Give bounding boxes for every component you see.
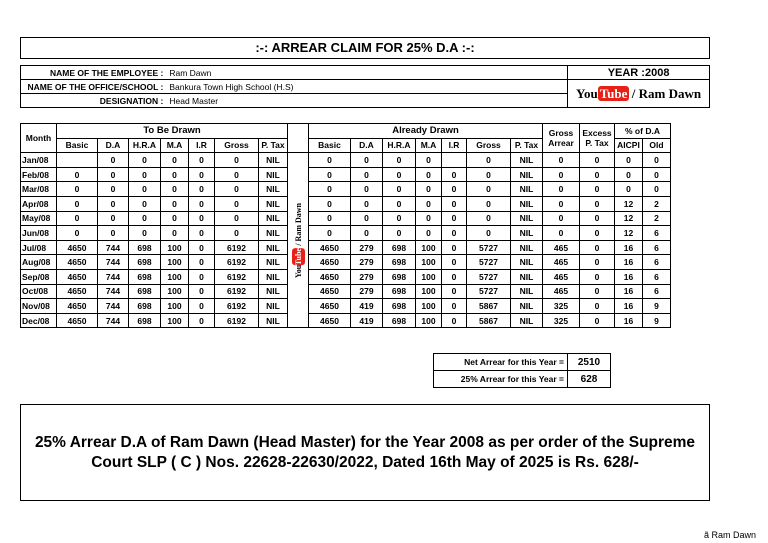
table-cell: 4650 <box>309 313 351 328</box>
table-cell: 4650 <box>309 269 351 284</box>
employee-name-value: Ram Dawn <box>166 66 567 80</box>
table-cell: 0 <box>189 196 215 211</box>
table-cell: 2 <box>643 196 671 211</box>
col-excess-ptax: Excess P. Tax <box>580 124 615 153</box>
table-cell: NIL <box>511 196 543 211</box>
table-cell: 744 <box>98 284 129 299</box>
table-cell: 0 <box>98 153 129 168</box>
year-value: 2008 <box>644 66 670 79</box>
table-cell: NIL <box>511 226 543 241</box>
table-cell: 0 <box>442 284 467 299</box>
table-cell: 100 <box>161 240 189 255</box>
table-cell: NIL <box>511 182 543 197</box>
table-cell: 698 <box>383 255 416 270</box>
table-cell: 0 <box>580 153 615 168</box>
table-cell: NIL <box>259 211 288 226</box>
table-cell: 0 <box>442 299 467 314</box>
table-cell: 0 <box>129 211 161 226</box>
table-cell: 0 <box>129 226 161 241</box>
table-cell: 0 <box>351 211 383 226</box>
month-cell: Apr/08 <box>21 196 57 211</box>
table-cell: NIL <box>511 153 543 168</box>
table-cell: 9 <box>643 313 671 328</box>
table-cell: 4650 <box>57 299 98 314</box>
table-cell: NIL <box>511 269 543 284</box>
table-cell: 0 <box>442 269 467 284</box>
youtube-watermark <box>288 153 309 328</box>
table-cell: 698 <box>129 240 161 255</box>
table-cell <box>57 153 98 168</box>
table-cell: 16 <box>615 240 643 255</box>
table-cell: NIL <box>511 255 543 270</box>
table-cell: 279 <box>351 240 383 255</box>
table-cell: 419 <box>351 299 383 314</box>
table-cell: 0 <box>580 240 615 255</box>
table-cell: 698 <box>129 313 161 328</box>
table-cell: 0 <box>309 153 351 168</box>
table-cell: 0 <box>189 284 215 299</box>
table-cell: 419 <box>351 313 383 328</box>
table-cell: 0 <box>161 196 189 211</box>
table-cell: 279 <box>351 284 383 299</box>
table-cell: 0 <box>189 226 215 241</box>
table-cell: 0 <box>129 167 161 182</box>
table-cell: NIL <box>259 182 288 197</box>
month-cell: Oct/08 <box>21 284 57 299</box>
table-cell: 100 <box>161 299 189 314</box>
table-cell: 465 <box>543 240 580 255</box>
month-cell: Jun/08 <box>21 226 57 241</box>
youtube-logo-icon: Tube <box>599 85 628 101</box>
table-cell: 698 <box>129 269 161 284</box>
brand-name: / Ram Dawn <box>631 85 702 101</box>
table-cell: 4650 <box>309 284 351 299</box>
table-cell: 744 <box>98 299 129 314</box>
table-cell: 0 <box>215 196 259 211</box>
table-cell: 5727 <box>467 269 511 284</box>
table-cell: 0 <box>129 153 161 168</box>
table-cell: 0 <box>57 211 98 226</box>
table-cell: 0 <box>615 182 643 197</box>
table-cell: 0 <box>309 196 351 211</box>
table-cell: 325 <box>543 313 580 328</box>
table-cell: NIL <box>511 284 543 299</box>
table-cell: 0 <box>189 153 215 168</box>
watermark-you: You <box>293 264 303 278</box>
table-cell: 100 <box>416 299 442 314</box>
table-cell: 0 <box>351 153 383 168</box>
table-cell: NIL <box>259 167 288 182</box>
designation-value: Head Master <box>166 94 567 108</box>
col-ad-da: D.A <box>351 138 383 153</box>
table-cell: 4650 <box>57 313 98 328</box>
col-aicpi: AICPI <box>615 138 643 153</box>
table-cell: 4650 <box>57 284 98 299</box>
month-cell: Sep/08 <box>21 269 57 284</box>
table-cell: 6192 <box>215 313 259 328</box>
table-cell: 4650 <box>57 255 98 270</box>
table-cell: 0 <box>615 167 643 182</box>
table-cell: 0 <box>351 196 383 211</box>
table-cell: 4650 <box>57 269 98 284</box>
table-cell: 100 <box>416 284 442 299</box>
youtube-logo-icon: Tube <box>293 247 303 265</box>
year-label: YEAR : <box>607 66 645 79</box>
designation-label: DESIGNATION : <box>21 94 167 108</box>
table-row <box>21 269 671 284</box>
table-cell: 16 <box>615 284 643 299</box>
table-cell: 0 <box>615 153 643 168</box>
table-cell: NIL <box>511 313 543 328</box>
table-cell: 744 <box>98 255 129 270</box>
table-cell: NIL <box>511 211 543 226</box>
table-cell: 0 <box>580 255 615 270</box>
table-cell: 698 <box>129 255 161 270</box>
table-cell: 6192 <box>215 255 259 270</box>
pct-arrear-label: 25% Arrear for this Year = <box>434 371 568 388</box>
table-cell: 5727 <box>467 255 511 270</box>
table-cell: 0 <box>161 226 189 241</box>
month-cell: Jan/08 <box>21 153 57 168</box>
table-cell: 0 <box>467 196 511 211</box>
table-cell: 12 <box>615 226 643 241</box>
table-cell: NIL <box>259 226 288 241</box>
col-tb-gross: Gross <box>215 138 259 153</box>
footer-credit: ã Ram Dawn <box>703 530 756 540</box>
table-cell: 0 <box>416 226 442 241</box>
table-cell: 0 <box>383 211 416 226</box>
brand-logo <box>568 80 710 108</box>
table-row <box>21 255 671 270</box>
table-cell: 9 <box>643 299 671 314</box>
col-ad-ir: I.R <box>442 138 467 153</box>
table-cell: 5867 <box>467 313 511 328</box>
table-cell: 0 <box>580 284 615 299</box>
table-cell: 0 <box>189 211 215 226</box>
table-cell: 5727 <box>467 284 511 299</box>
col-ad-ptax: P. Tax <box>511 138 543 153</box>
table-row <box>21 284 671 299</box>
table-cell: 5867 <box>467 299 511 314</box>
table-cell: 0 <box>98 211 129 226</box>
table-cell: 100 <box>161 313 189 328</box>
table-cell: 6192 <box>215 299 259 314</box>
table-cell: 4650 <box>57 240 98 255</box>
col-tb-ma: M.A <box>161 138 189 153</box>
table-cell: 465 <box>543 284 580 299</box>
table-cell: 0 <box>580 269 615 284</box>
table-cell: 698 <box>383 284 416 299</box>
table-cell: 0 <box>161 211 189 226</box>
table-cell: 0 <box>351 167 383 182</box>
table-cell: 0 <box>416 167 442 182</box>
table-cell: 2 <box>643 211 671 226</box>
table-cell: 0 <box>543 226 580 241</box>
table-cell: 0 <box>215 211 259 226</box>
table-cell: 0 <box>57 167 98 182</box>
table-cell: 0 <box>467 167 511 182</box>
table-cell: 0 <box>189 313 215 328</box>
table-row <box>21 313 671 328</box>
table-cell: 744 <box>98 313 129 328</box>
table-row <box>21 211 671 226</box>
table-cell: 0 <box>580 313 615 328</box>
table-cell: 0 <box>543 182 580 197</box>
employee-info-table <box>20 65 710 108</box>
col-ad-gross: Gross <box>467 138 511 153</box>
table-cell: 5727 <box>467 240 511 255</box>
table-cell: 0 <box>383 153 416 168</box>
table-cell: 0 <box>643 182 671 197</box>
table-cell: 16 <box>615 313 643 328</box>
table-cell: 0 <box>215 153 259 168</box>
table-cell: 6 <box>643 284 671 299</box>
table-cell: 6192 <box>215 284 259 299</box>
table-cell: 0 <box>580 299 615 314</box>
net-arrear-label: Net Arrear for this Year = <box>434 354 568 371</box>
table-cell: 698 <box>383 240 416 255</box>
month-cell: May/08 <box>21 211 57 226</box>
table-cell: 0 <box>383 182 416 197</box>
table-cell: 0 <box>309 226 351 241</box>
table-cell: 0 <box>467 182 511 197</box>
table-cell: 4650 <box>309 299 351 314</box>
table-cell: 12 <box>615 211 643 226</box>
table-cell: 698 <box>383 269 416 284</box>
table-cell: 0 <box>416 153 442 168</box>
table-cell: 0 <box>383 226 416 241</box>
table-cell: 0 <box>580 182 615 197</box>
col-ad-basic: Basic <box>309 138 351 153</box>
col-tb-basic: Basic <box>57 138 98 153</box>
col-ad-hra: H.R.A <box>383 138 416 153</box>
table-cell: NIL <box>259 299 288 314</box>
table-cell <box>442 153 467 168</box>
table-cell: 12 <box>615 196 643 211</box>
table-cell: 0 <box>580 196 615 211</box>
table-cell: NIL <box>259 153 288 168</box>
month-cell: Dec/08 <box>21 313 57 328</box>
table-cell: 0 <box>309 167 351 182</box>
table-cell: 0 <box>543 196 580 211</box>
group-pct-da: % of D.A <box>615 124 671 139</box>
table-cell: 0 <box>57 196 98 211</box>
table-cell: 698 <box>129 284 161 299</box>
col-tb-ir: I.R <box>189 138 215 153</box>
net-arrear-value: 2510 <box>568 354 611 371</box>
table-cell: 0 <box>442 313 467 328</box>
arrear-statement: 25% Arrear D.A of Ram Dawn (Head Master) for the Year 2008 as per order of the Supreme Court SLP ( C ) Nos. 22628-22630/2022, Dated 16th May of 2025 is Rs. 628/- <box>20 404 710 501</box>
table-cell: 0 <box>309 211 351 226</box>
table-cell: NIL <box>259 196 288 211</box>
year-cell <box>568 66 710 80</box>
table-cell: 0 <box>543 153 580 168</box>
table-cell: 0 <box>543 167 580 182</box>
table-cell: 4650 <box>309 240 351 255</box>
table-cell: 0 <box>129 182 161 197</box>
table-cell: NIL <box>259 313 288 328</box>
table-cell: 0 <box>98 167 129 182</box>
table-cell: NIL <box>511 299 543 314</box>
table-cell: 16 <box>615 269 643 284</box>
table-cell: 744 <box>98 269 129 284</box>
table-cell: 0 <box>442 226 467 241</box>
table-cell: 16 <box>615 255 643 270</box>
table-cell: 0 <box>580 226 615 241</box>
table-cell: 0 <box>98 182 129 197</box>
table-row <box>21 299 671 314</box>
table-cell: 0 <box>189 299 215 314</box>
table-cell: 0 <box>161 167 189 182</box>
col-old: Old <box>643 138 671 153</box>
table-cell: 279 <box>351 269 383 284</box>
table-cell: 0 <box>309 182 351 197</box>
col-gross-arrear: Gross Arrear <box>543 124 580 153</box>
table-cell: 0 <box>189 255 215 270</box>
month-cell: Feb/08 <box>21 167 57 182</box>
table-cell: 6192 <box>215 240 259 255</box>
gap-header <box>288 124 309 153</box>
table-cell: 465 <box>543 255 580 270</box>
table-cell: 100 <box>416 313 442 328</box>
pct-arrear-value: 628 <box>568 371 611 388</box>
table-cell: 744 <box>98 240 129 255</box>
table-row <box>21 196 671 211</box>
table-cell: 0 <box>383 167 416 182</box>
table-cell: 0 <box>416 182 442 197</box>
table-cell: 0 <box>161 153 189 168</box>
table-cell: 100 <box>416 255 442 270</box>
table-cell: 0 <box>467 226 511 241</box>
table-cell: 698 <box>383 299 416 314</box>
table-cell: 100 <box>416 269 442 284</box>
office-value: Bankura Town High School (H.S) <box>166 80 567 94</box>
table-cell: 0 <box>442 211 467 226</box>
table-cell: 0 <box>189 240 215 255</box>
table-cell: 0 <box>129 196 161 211</box>
table-cell: 0 <box>189 167 215 182</box>
table-cell: NIL <box>259 240 288 255</box>
table-cell: NIL <box>511 167 543 182</box>
col-month: Month <box>21 124 57 153</box>
table-cell: 0 <box>215 167 259 182</box>
table-cell: 0 <box>467 211 511 226</box>
table-cell: 0 <box>580 211 615 226</box>
table-row <box>21 153 671 168</box>
col-tb-hra: H.R.A <box>129 138 161 153</box>
watermark-name: / Ram Dawn <box>293 202 303 246</box>
table-row <box>21 226 671 241</box>
table-cell: 0 <box>416 211 442 226</box>
table-row <box>21 167 671 182</box>
office-label: NAME OF THE OFFICE/SCHOOL : <box>21 80 167 94</box>
table-cell: 100 <box>161 269 189 284</box>
table-cell: 6 <box>643 269 671 284</box>
group-already-drawn: Already Drawn <box>309 124 543 139</box>
table-cell: 4650 <box>309 255 351 270</box>
table-row <box>21 240 671 255</box>
table-cell: 0 <box>580 167 615 182</box>
table-cell: 0 <box>643 167 671 182</box>
table-cell: NIL <box>511 240 543 255</box>
table-cell: 0 <box>351 182 383 197</box>
table-cell: 0 <box>351 226 383 241</box>
brand-you: You <box>576 85 598 101</box>
table-cell: 0 <box>416 196 442 211</box>
table-cell: 0 <box>442 255 467 270</box>
month-cell: Mar/08 <box>21 182 57 197</box>
table-cell: 0 <box>161 182 189 197</box>
col-tb-da: D.A <box>98 138 129 153</box>
table-cell: 0 <box>442 240 467 255</box>
group-to-be-drawn: To Be Drawn <box>57 124 288 139</box>
table-cell: 0 <box>98 226 129 241</box>
col-tb-ptax: P. Tax <box>259 138 288 153</box>
table-cell: 6 <box>643 255 671 270</box>
col-ad-ma: M.A <box>416 138 442 153</box>
table-cell: 0 <box>98 196 129 211</box>
month-cell: Nov/08 <box>21 299 57 314</box>
table-cell: 16 <box>615 299 643 314</box>
table-cell: 0 <box>57 226 98 241</box>
table-row <box>21 182 671 197</box>
table-cell: 279 <box>351 255 383 270</box>
table-cell: 100 <box>161 284 189 299</box>
table-cell: 6192 <box>215 269 259 284</box>
table-cell: 0 <box>57 182 98 197</box>
table-cell: NIL <box>259 255 288 270</box>
arrear-table <box>20 123 671 328</box>
table-cell: 0 <box>442 167 467 182</box>
table-cell: 100 <box>416 240 442 255</box>
totals-table <box>433 353 611 388</box>
table-cell: NIL <box>259 269 288 284</box>
table-cell: 100 <box>161 255 189 270</box>
page-title: :-: ARREAR CLAIM FOR 25% D.A :-: <box>20 37 710 59</box>
month-cell: Jul/08 <box>21 240 57 255</box>
month-cell: Aug/08 <box>21 255 57 270</box>
table-cell: 0 <box>442 196 467 211</box>
table-cell: 0 <box>215 182 259 197</box>
table-cell: 0 <box>383 196 416 211</box>
table-cell: 325 <box>543 299 580 314</box>
employee-name-label: NAME OF THE EMPLOYEE : <box>21 66 167 80</box>
table-cell: NIL <box>259 284 288 299</box>
table-cell: 6 <box>643 240 671 255</box>
table-cell: 0 <box>215 226 259 241</box>
table-cell: 0 <box>189 269 215 284</box>
table-cell: 698 <box>129 299 161 314</box>
table-cell: 698 <box>383 313 416 328</box>
table-cell: 465 <box>543 269 580 284</box>
table-cell: 0 <box>543 211 580 226</box>
table-cell: 0 <box>442 182 467 197</box>
table-cell: 0 <box>189 182 215 197</box>
table-cell: 6 <box>643 226 671 241</box>
table-cell: 0 <box>467 153 511 168</box>
table-cell: 0 <box>643 153 671 168</box>
